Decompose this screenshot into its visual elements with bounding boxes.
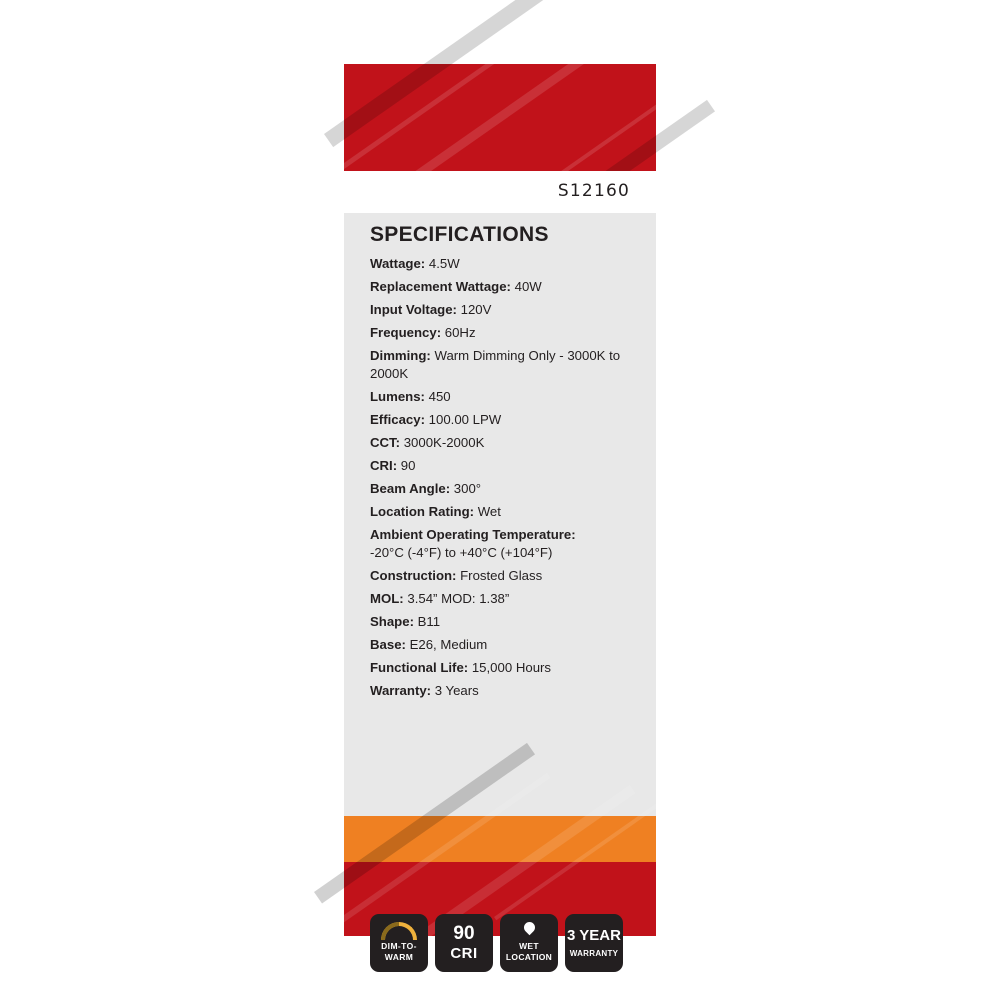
badge-cri (435, 914, 493, 972)
spec-label: Input Voltage: (370, 302, 457, 318)
spec-row (370, 324, 642, 342)
top-red-banner (344, 64, 656, 171)
spec-value: 4.5W (428, 256, 460, 271)
spec-row (370, 278, 642, 296)
spec-value: -20°C (-4°F) to +40°C (+104°F) (370, 544, 553, 560)
badge-line-2: WARM (384, 952, 414, 962)
spec-value: 60Hz (444, 325, 476, 341)
spec-value: 100.00 LPW (428, 411, 502, 427)
spec-row (370, 411, 642, 429)
sku-code: S12160 (557, 181, 630, 201)
badge-line-2: CRI (450, 945, 478, 962)
spec-row (370, 388, 642, 406)
spec-row (370, 347, 642, 382)
spec-value: 300° (453, 480, 482, 496)
spec-value: Warm Dimming Only - 3000K to 2000K (370, 348, 621, 381)
spec-row (370, 434, 642, 452)
spec-row (370, 590, 642, 608)
spec-label: Replacement Wattage: (370, 279, 511, 295)
spec-row (370, 636, 642, 654)
spec-label: Frequency: (370, 325, 442, 341)
spec-row (370, 567, 642, 585)
spec-row (370, 457, 642, 475)
spec-label: Lumens: (370, 388, 425, 404)
spec-label: MOL: (370, 590, 404, 606)
badge-line-1: WET (519, 941, 539, 951)
spec-value: 15,000 Hours (471, 659, 552, 675)
bottom-red-banner (344, 862, 656, 962)
spec-label: Wattage: (370, 256, 426, 271)
spec-label: CRI: (370, 457, 398, 473)
spec-label: Functional Life: (370, 659, 469, 675)
spec-value: 450 (428, 388, 451, 404)
badge-line-1: DIM-TO- (381, 941, 417, 951)
banner-stripe-dark (324, 0, 579, 147)
spec-label: Location Rating: (370, 504, 475, 520)
spec-value: 40W (514, 279, 542, 295)
badge-wet-location (500, 914, 558, 972)
spec-label: Warranty: (370, 682, 432, 698)
specifications-title: SPECIFICATIONS (370, 223, 549, 246)
dim-to-warm-icon-shadow (381, 922, 399, 940)
spec-value: 3 Years (434, 682, 479, 698)
spec-label: Construction: (370, 567, 457, 583)
sku-row (344, 171, 656, 213)
spec-value: Wet (477, 504, 501, 520)
spec-value: 3.54” MOD: 1.38” (407, 590, 510, 606)
spec-row (370, 480, 642, 498)
specifications-panel (344, 213, 656, 816)
spec-label: Dimming: (370, 348, 431, 364)
spec-value: Frosted Glass (460, 567, 543, 583)
spec-label: Efficacy: (370, 411, 425, 427)
spec-label: Base: (370, 636, 406, 652)
spec-value: B11 (417, 613, 441, 629)
spec-row (370, 682, 642, 700)
spec-value: 90 (400, 457, 416, 473)
feature-badges (370, 914, 623, 972)
water-drop-icon (522, 920, 538, 936)
spec-row (370, 255, 642, 273)
badge-line-2: WARRANTY (569, 949, 619, 958)
spec-value: E26, Medium (409, 636, 488, 652)
spec-label: Ambient Operating Temperature: (370, 527, 576, 543)
package-panel (344, 64, 656, 962)
badge-line-1: 3 YEAR (567, 927, 621, 944)
spec-label: CCT: (370, 434, 401, 450)
spec-row (370, 659, 642, 677)
spec-value: 120V (460, 302, 492, 318)
spec-value: 3000K-2000K (403, 434, 485, 450)
badge-warranty (565, 914, 623, 972)
spec-label: Beam Angle: (370, 480, 451, 496)
spec-row (370, 503, 642, 521)
badge-line-2: LOCATION (505, 952, 553, 962)
spec-row (370, 613, 642, 631)
badge-line-1: 90 (453, 923, 475, 944)
spec-row (370, 301, 642, 319)
spec-row (370, 526, 642, 561)
spec-label: Shape: (370, 613, 414, 629)
badge-dim-to-warm (370, 914, 428, 972)
